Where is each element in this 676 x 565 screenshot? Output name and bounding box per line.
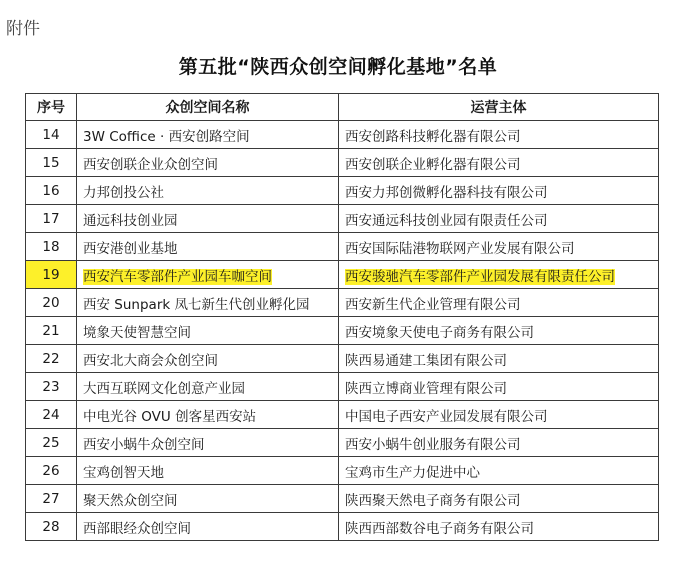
row-operator-cell bbox=[339, 177, 659, 205]
table-row bbox=[26, 401, 659, 429]
header-serial-number: 序号 bbox=[26, 94, 77, 121]
row-space-name: 中电光谷 OVU 创客星西安站 bbox=[83, 408, 257, 425]
row-serial-number: 26 bbox=[42, 462, 60, 479]
table-row bbox=[26, 373, 659, 401]
row-operator: 西安小蜗牛创业服务有限公司 bbox=[345, 436, 521, 453]
row-serial-number-cell bbox=[26, 289, 77, 317]
row-serial-number: 19 bbox=[42, 266, 60, 283]
table-row bbox=[26, 121, 659, 149]
row-space-name: 宝鸡创智天地 bbox=[83, 464, 164, 481]
row-space-name-cell bbox=[77, 513, 339, 541]
row-operator-cell bbox=[339, 121, 659, 149]
row-space-name-cell bbox=[77, 345, 339, 373]
row-serial-number: 23 bbox=[42, 378, 60, 395]
row-operator: 中国电子西安产业园发展有限公司 bbox=[345, 408, 548, 425]
row-operator-cell bbox=[339, 401, 659, 429]
row-space-name: 西安港创业基地 bbox=[83, 240, 178, 257]
table-row bbox=[26, 345, 659, 373]
row-serial-number-cell bbox=[26, 317, 77, 345]
row-serial-number-cell bbox=[26, 345, 77, 373]
table-row bbox=[26, 149, 659, 177]
row-serial-number: 16 bbox=[42, 182, 60, 199]
row-space-name-cell bbox=[77, 233, 339, 261]
row-serial-number-cell bbox=[26, 205, 77, 233]
row-operator-cell bbox=[339, 233, 659, 261]
row-space-name-cell bbox=[77, 289, 339, 317]
row-serial-number-cell bbox=[26, 457, 77, 485]
row-operator: 陕西聚天然电子商务有限公司 bbox=[345, 492, 521, 509]
row-operator: 西安创联企业孵化器有限公司 bbox=[345, 156, 521, 173]
row-serial-number: 25 bbox=[42, 434, 60, 451]
row-serial-number: 28 bbox=[42, 518, 60, 535]
row-space-name: 通远科技创业园 bbox=[83, 212, 178, 229]
row-space-name-cell bbox=[77, 401, 339, 429]
row-space-name: 西安小蜗牛众创空间 bbox=[83, 436, 205, 453]
row-serial-number: 21 bbox=[42, 322, 60, 339]
row-space-name-cell bbox=[77, 317, 339, 345]
row-operator-cell bbox=[339, 345, 659, 373]
row-operator-cell bbox=[339, 317, 659, 345]
row-space-name: 西部眼经众创空间 bbox=[83, 520, 191, 537]
row-operator: 陕西西部数谷电子商务有限公司 bbox=[345, 520, 534, 537]
row-serial-number: 14 bbox=[42, 126, 60, 143]
row-serial-number: 27 bbox=[42, 490, 60, 507]
row-serial-number: 22 bbox=[42, 350, 60, 367]
table-row bbox=[26, 289, 659, 317]
row-operator: 西安境象天使电子商务有限公司 bbox=[345, 324, 534, 341]
row-operator-cell bbox=[339, 373, 659, 401]
row-space-name: 西安创联企业众创空间 bbox=[83, 156, 218, 173]
row-space-name-cell bbox=[77, 121, 339, 149]
row-serial-number-cell bbox=[26, 485, 77, 513]
row-operator-cell bbox=[339, 289, 659, 317]
table-row bbox=[26, 205, 659, 233]
table-row bbox=[26, 457, 659, 485]
row-serial-number-cell bbox=[26, 233, 77, 261]
header-space-name: 众创空间名称 bbox=[77, 94, 339, 121]
table-row bbox=[26, 233, 659, 261]
row-space-name: 3W Coffice · 西安创路空间 bbox=[83, 128, 250, 145]
row-serial-number-cell bbox=[26, 261, 77, 289]
row-operator-cell bbox=[339, 149, 659, 177]
row-space-name-cell bbox=[77, 373, 339, 401]
row-operator: 西安创路科技孵化器有限公司 bbox=[345, 128, 521, 145]
row-space-name: 境象天使智慧空间 bbox=[83, 324, 191, 341]
row-space-name-cell bbox=[77, 149, 339, 177]
row-serial-number-cell bbox=[26, 121, 77, 149]
row-operator: 西安通远科技创业园有限责任公司 bbox=[345, 212, 548, 229]
row-operator-cell bbox=[339, 205, 659, 233]
row-serial-number-cell bbox=[26, 149, 77, 177]
row-operator-cell bbox=[339, 485, 659, 513]
row-serial-number: 17 bbox=[42, 210, 60, 227]
row-serial-number: 18 bbox=[42, 238, 60, 255]
row-space-name-cell bbox=[77, 177, 339, 205]
table-row bbox=[26, 261, 659, 289]
row-operator: 陕西易通建工集团有限公司 bbox=[345, 352, 507, 369]
row-space-name: 西安 Sunpark 凤七新生代创业孵化园 bbox=[83, 296, 310, 313]
row-operator-cell bbox=[339, 429, 659, 457]
row-operator: 西安新生代企业管理有限公司 bbox=[345, 296, 521, 313]
row-operator: 西安国际陆港物联网产业发展有限公司 bbox=[345, 240, 575, 257]
row-serial-number-cell bbox=[26, 429, 77, 457]
row-serial-number-cell bbox=[26, 373, 77, 401]
row-serial-number: 20 bbox=[42, 294, 60, 311]
incubator-list-table bbox=[25, 93, 659, 541]
row-space-name: 西安汽车零部件产业园车咖空间 bbox=[83, 268, 272, 285]
row-operator: 西安骏驰汽车零部件产业园发展有限责任公司 bbox=[345, 268, 615, 285]
row-operator-cell bbox=[339, 261, 659, 289]
row-operator: 西安力邦创微孵化器科技有限公司 bbox=[345, 184, 548, 201]
row-operator: 宝鸡市生产力促进中心 bbox=[345, 464, 480, 481]
row-serial-number-cell bbox=[26, 401, 77, 429]
row-space-name: 聚天然众创空间 bbox=[83, 492, 178, 509]
row-serial-number-cell bbox=[26, 513, 77, 541]
row-serial-number: 24 bbox=[42, 406, 60, 423]
table-row bbox=[26, 485, 659, 513]
header-operator: 运营主体 bbox=[339, 94, 659, 121]
table-header-row bbox=[26, 94, 659, 121]
row-space-name-cell bbox=[77, 261, 339, 289]
row-space-name: 力邦创投公社 bbox=[83, 184, 164, 201]
row-operator: 陕西立博商业管理有限公司 bbox=[345, 380, 507, 397]
table-row bbox=[26, 429, 659, 457]
table-row bbox=[26, 317, 659, 345]
row-space-name: 大西互联网文化创意产业园 bbox=[83, 380, 245, 397]
row-space-name: 西安北大商会众创空间 bbox=[83, 352, 218, 369]
row-serial-number: 15 bbox=[42, 154, 60, 171]
attachment-label: 附件 bbox=[6, 19, 40, 39]
row-operator-cell bbox=[339, 513, 659, 541]
document-title: 第五批“陕西众创空间孵化基地”名单 bbox=[178, 56, 498, 78]
row-space-name-cell bbox=[77, 485, 339, 513]
row-serial-number-cell bbox=[26, 177, 77, 205]
row-space-name-cell bbox=[77, 457, 339, 485]
row-space-name-cell bbox=[77, 429, 339, 457]
row-space-name-cell bbox=[77, 205, 339, 233]
table-row bbox=[26, 513, 659, 541]
row-operator-cell bbox=[339, 457, 659, 485]
table-row bbox=[26, 177, 659, 205]
